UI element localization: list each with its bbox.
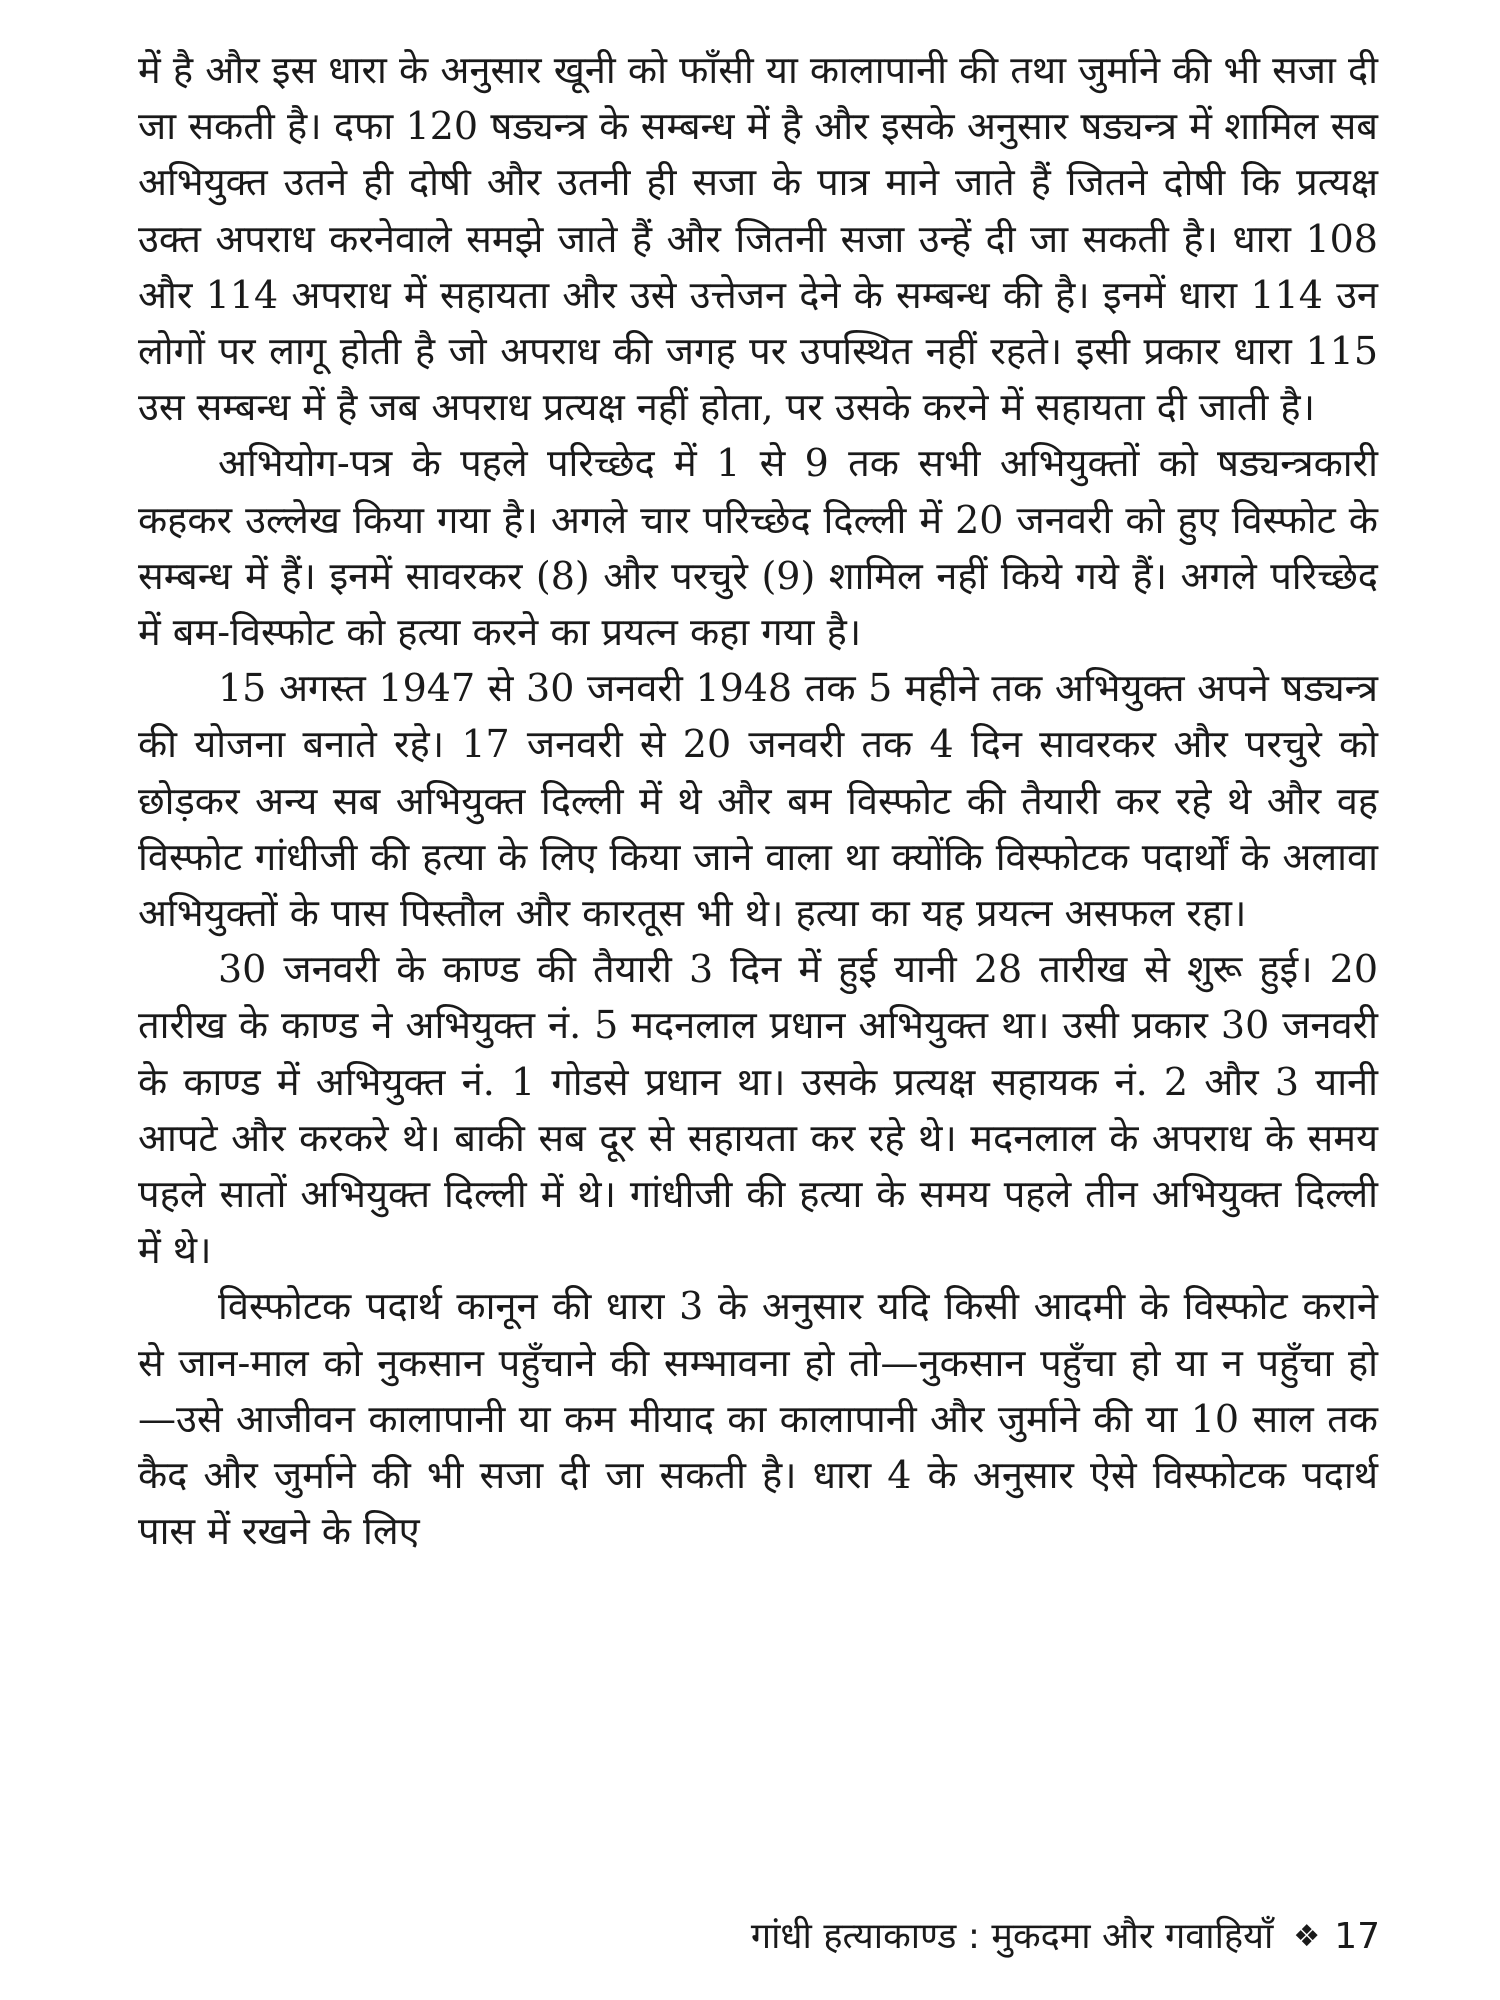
paragraph-explosives-act: विस्फोटक पदार्थ कानून की धारा 3 के अनुसार यदि किसी आदमी के विस्फोट कराने से जान-माल को नुकसान पहुँचाने की सम्भावना हो तो—नुकसान पहुँचा हो या न पहुँचा हो—उसे आजीवन कालापानी या कम मीयाद का कालापानी और जुर्माने की या 10 साल तक कैद और जुर्माने की भी सजा दी जा सकती है। धारा 4 के अनुसार ऐसे विस्फोटक पदार्थ पास में रखने के लिए (138, 1284, 1378, 1554)
page-body (138, 42, 1378, 1559)
page-number: 17 (1334, 1916, 1380, 1957)
ornament-icon: ❖ (1293, 1919, 1321, 1954)
running-title: गांधी हत्याकाण्ड : मुकदमा और गवाहियाँ (750, 1916, 1274, 1957)
paragraph-january-30-events: 30 जनवरी के काण्ड की तैयारी 3 दिन में हुई यानी 28 तारीख से शुरू हुई। 20 तारीख के काण्ड ने अभियुक्त नं. 5 मदनलाल प्रधान अभियुक्त था। उसी प्रकार 30 जनवरी के काण्ड में अभियुक्त नं. 1 गोडसे प्रधान था। उसके प्रत्यक्ष सहायक नं. 2 और 3 यानी आपटे और करकरे थे। बाकी सब दूर से सहायता कर रहे थे। मदनलाल के अपराध के समय पहले सातों अभियुक्त दिल्ली में थे। गांधीजी की हत्या के समय पहले तीन अभियुक्त दिल्ली में थे। (138, 947, 1378, 1273)
paragraph-conspiracy-timeline: 15 अगस्त 1947 से 30 जनवरी 1948 तक 5 महीने तक अभियुक्त अपने षड्यन्त्र की योजना बनाते रहे। 17 जनवरी से 20 जनवरी तक 4 दिन सावरकर और परचुरे को छोड़कर अन्य सब अभियुक्त दिल्ली में थे और बम विस्फोट की तैयारी कर रहे थे और वह विस्फोट गांधीजी की हत्या के लिए किया जाने वाला था क्योंकि विस्फोटक पदार्थों के अलावा अभियुक्तों के पास पिस्तौल और कारतूस भी थे। हत्या का यह प्रयत्न असफल रहा। (138, 666, 1378, 936)
paragraph-charge-sheet: अभियोग-पत्र के पहले परिच्छेद में 1 से 9 तक सभी अभियुक्तों को षड्यन्त्रकारी कहकर उल्लेख किया गया है। अगले चार परिच्छेद दिल्ली में 20 जनवरी को हुए विस्फोट के सम्बन्ध में हैं। इनमें सावरकर (8) और परचुरे (9) शामिल नहीं किये गये हैं। अगले परिच्छेद में बम-विस्फोट को हत्या करने का प्रयत्न कहा गया है। (138, 441, 1378, 655)
paragraph-continued: में है और इस धारा के अनुसार खूनी को फाँसी या कालापानी की तथा जुर्माने की भी सजा दी जा सकती है। दफा 120 षड्यन्त्र के सम्बन्ध में है और इसके अनुसार षड्यन्त्र में शामिल सब अभियुक्त उतने ही दोषी और उतनी ही सजा के पात्र माने जाते हैं जितने दोषी कि प्रत्यक्ष उक्त अपराध करनेवाले समझे जाते हैं और जितनी सजा उन्हें दी जा सकती है। धारा 108 और 114 अपराध में सहायता और उसे उत्तेजन देने के सम्बन्ध की है। इनमें धारा 114 उन लोगों पर लागू होती है जो अपराध की जगह पर उपस्थित नहीं रहते। इसी प्रकार धारा 115 उस सम्बन्ध में है जब अपराध प्रत्यक्ष नहीं होता, पर उसके करने में सहायता दी जाती है। (138, 48, 1378, 430)
page-footer (751, 1915, 1380, 1959)
